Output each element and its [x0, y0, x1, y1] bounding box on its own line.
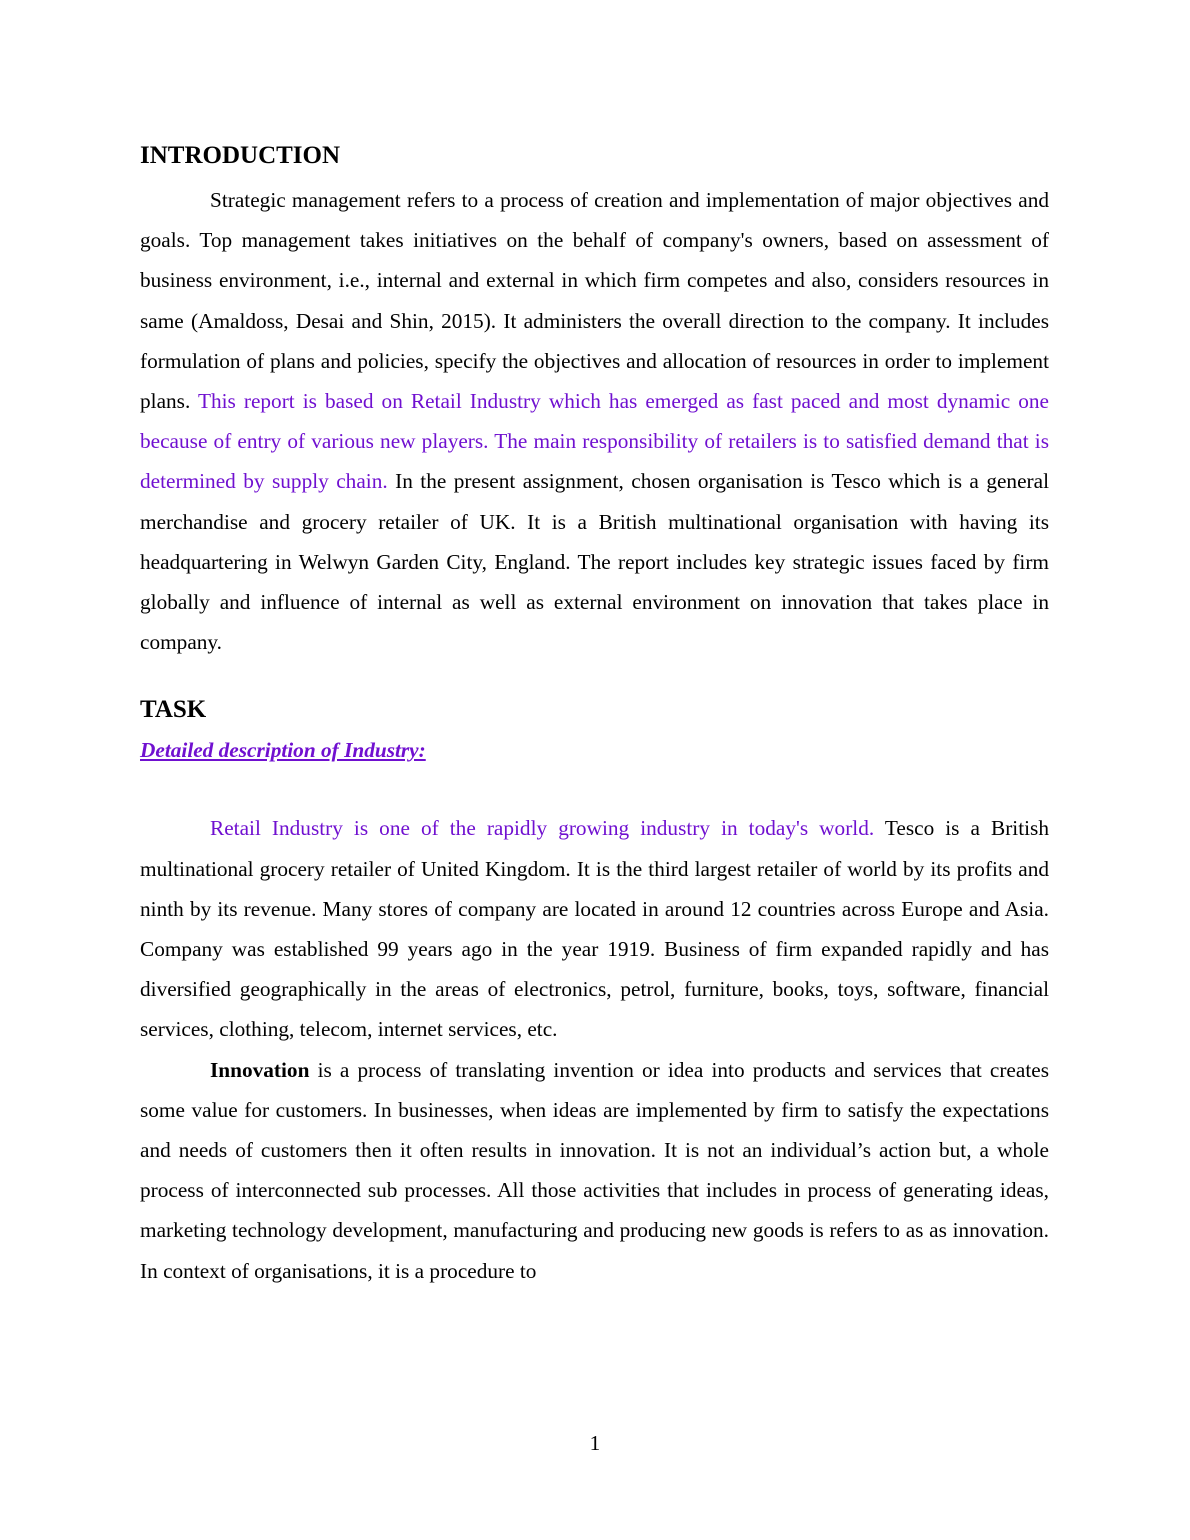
introduction-heading: INTRODUCTION	[140, 142, 341, 169]
introduction-text-part-2: In the present assignment, chosen organisation is Tesco which is a general merchandise and grocery retailer of UK. It is a British multinational organisation with having its headquartering in Welwyn Garden City, England. The report includes key strategic issues faced by firm globally and influence of internal as well as external environment on innovation that takes place in company.	[140, 469, 1049, 655]
task-heading: TASK	[140, 696, 207, 724]
industry-text: Tesco is a British multinational grocery retailer of United Kingdom. It is the third largest retailer of world by its profits and ninth by its revenue. Many stores of company are located in around 12 countries across Europe and Asia. Company was established 99 years ago in the year 1919. Business of firm expanded rapidly and has diversified geographically in the areas of electronics, petrol, furniture, books, toys, software, financial services, clothing, telecom, internet services, etc.	[140, 816, 1049, 1042]
industry-highlighted-text: Retail Industry is one of the rapidly growing industry in today's world.	[210, 816, 875, 841]
innovation-paragraph	[140, 1050, 1049, 1291]
innovation-text: is a process of translating invention or idea into products and services that creates some value for customers. In businesses, when ideas are implemented by firm to satisfy the expectations and needs of customers then it often results in innovation. It is not an individual’s action but, a whole process of interconnected sub processes. All those activities that includes in process of generating ideas, marketing technology development, manufacturing and producing new goods is refers to as as innovation. In context of organisations, it is a procedure to	[140, 1057, 1049, 1283]
introduction-highlighted-text: This report is based on Retail Industry which has emerged as fast paced and most dynamic one because of entry of various new players. The main responsibility of retailers is to satisfied demand that is determined by supply chain.	[140, 389, 1050, 494]
introduction-paragraph	[140, 180, 1049, 662]
innovation-term: Innovation	[210, 1057, 310, 1082]
page-number: 1	[589, 1431, 601, 1455]
page-content	[140, 138, 1049, 1291]
industry-subheading: Detailed description of Industry:	[140, 738, 426, 763]
introduction-text-part-1: Strategic management refers to a process of creation and implementation of major objectives and goals. Top management takes initiatives on the behalf of company's owners, based on assessment of business environment, i.e., internal and external in which firm competes and also, considers resources in same (Amaldoss, Desai and Shin, 2015). It administers the overall direction to the company. It includes formulation of plans and policies, specify the objectives and allocation of resources in order to implement plans.	[140, 188, 1049, 414]
industry-paragraph	[140, 808, 1049, 1049]
